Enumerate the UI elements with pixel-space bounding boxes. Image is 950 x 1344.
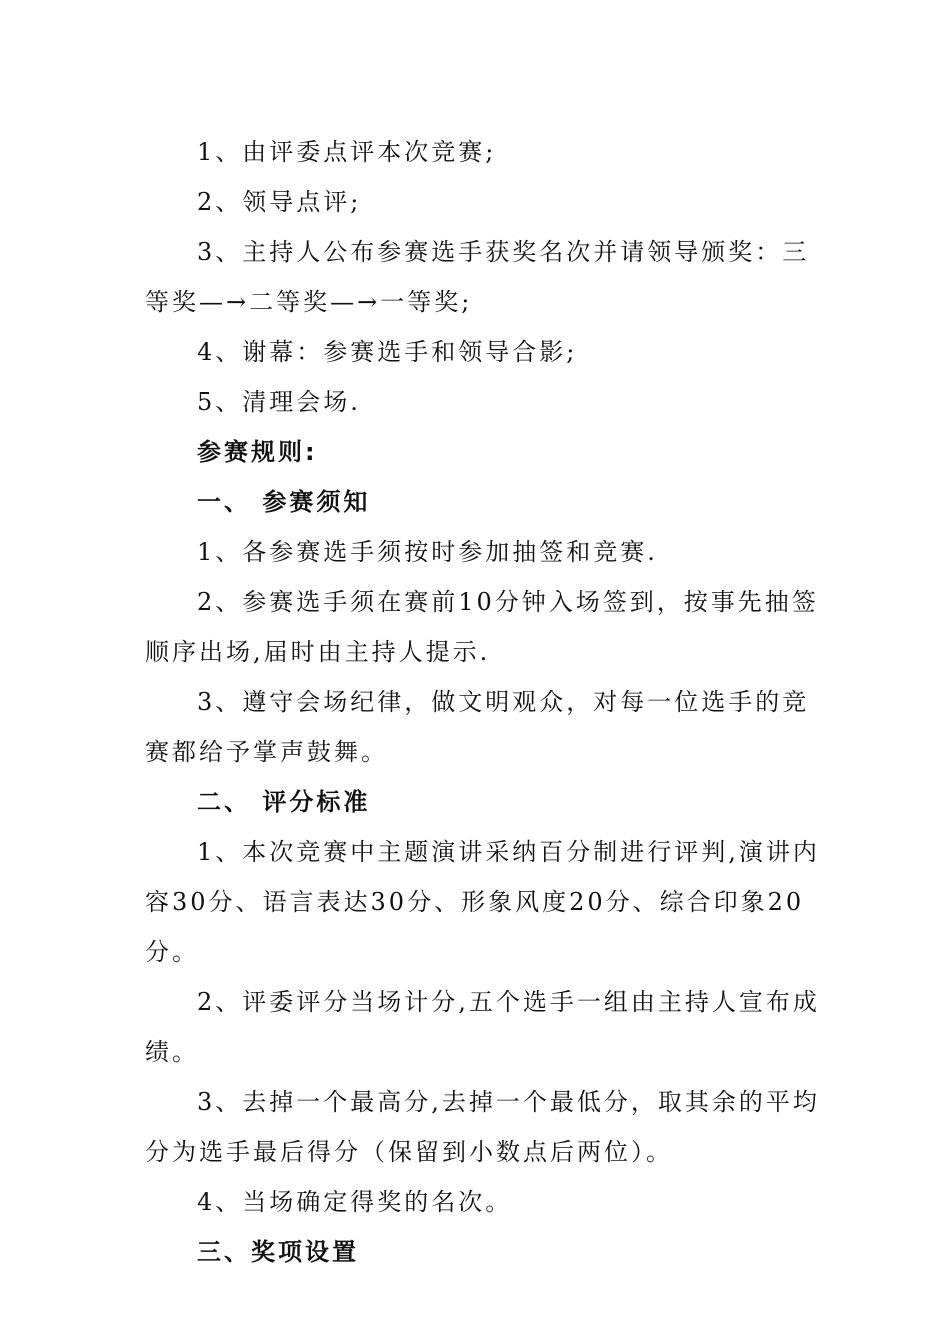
paragraph-score-averaging: 3、去掉一个最高分,去掉一个最低分，取其余的平均分为选手最后得分（保留到小数点后两位）。 <box>145 1088 820 1166</box>
paragraph-clean-venue: 5、清理会场. <box>197 388 361 416</box>
paragraph-review-by-judges: 1、由评委点评本次竞赛; <box>197 138 497 166</box>
paragraph-curtain-call: 4、谢幕：参赛选手和领导合影; <box>197 338 578 366</box>
document-body <box>145 127 825 1277</box>
paragraph-check-in: 2、参赛选手须在赛前10分钟入场签到，按事先抽签顺序出场,届时由主持人提示. <box>145 588 819 666</box>
paragraph-ranking: 4、当场确定得奖的名次。 <box>197 1188 513 1216</box>
heading-competition-rules: 参赛规则: <box>197 438 318 466</box>
paragraph-scoring-system: 1、本次竞赛中主题演讲采纳百分制进行评判,演讲内容30分、语言表达30分、形象风度20分、综合印象20分。 <box>145 838 820 966</box>
paragraph-on-site-scoring: 2、评委评分当场计分,五个选手一组由主持人宣布成绩。 <box>145 988 820 1066</box>
paragraph-award-announcement: 3、主持人公布参赛选手获奖名次并请领导颁奖：三等奖—→二等奖—→一等奖; <box>145 238 810 316</box>
paragraph-discipline: 3、遵守会场纪律，做文明观众，对每一位选手的竞赛都给予掌声鼓舞。 <box>145 688 810 766</box>
paragraph-leader-review: 2、领导点评; <box>197 188 362 216</box>
heading-award-settings: 三、奖项设置 <box>197 1238 359 1266</box>
heading-scoring-criteria: 二、 评分标准 <box>197 788 371 816</box>
heading-participant-notice: 一、 参赛须知 <box>197 488 371 516</box>
paragraph-draw-on-time: 1、各参赛选手须按时参加抽签和竞赛. <box>197 538 658 566</box>
